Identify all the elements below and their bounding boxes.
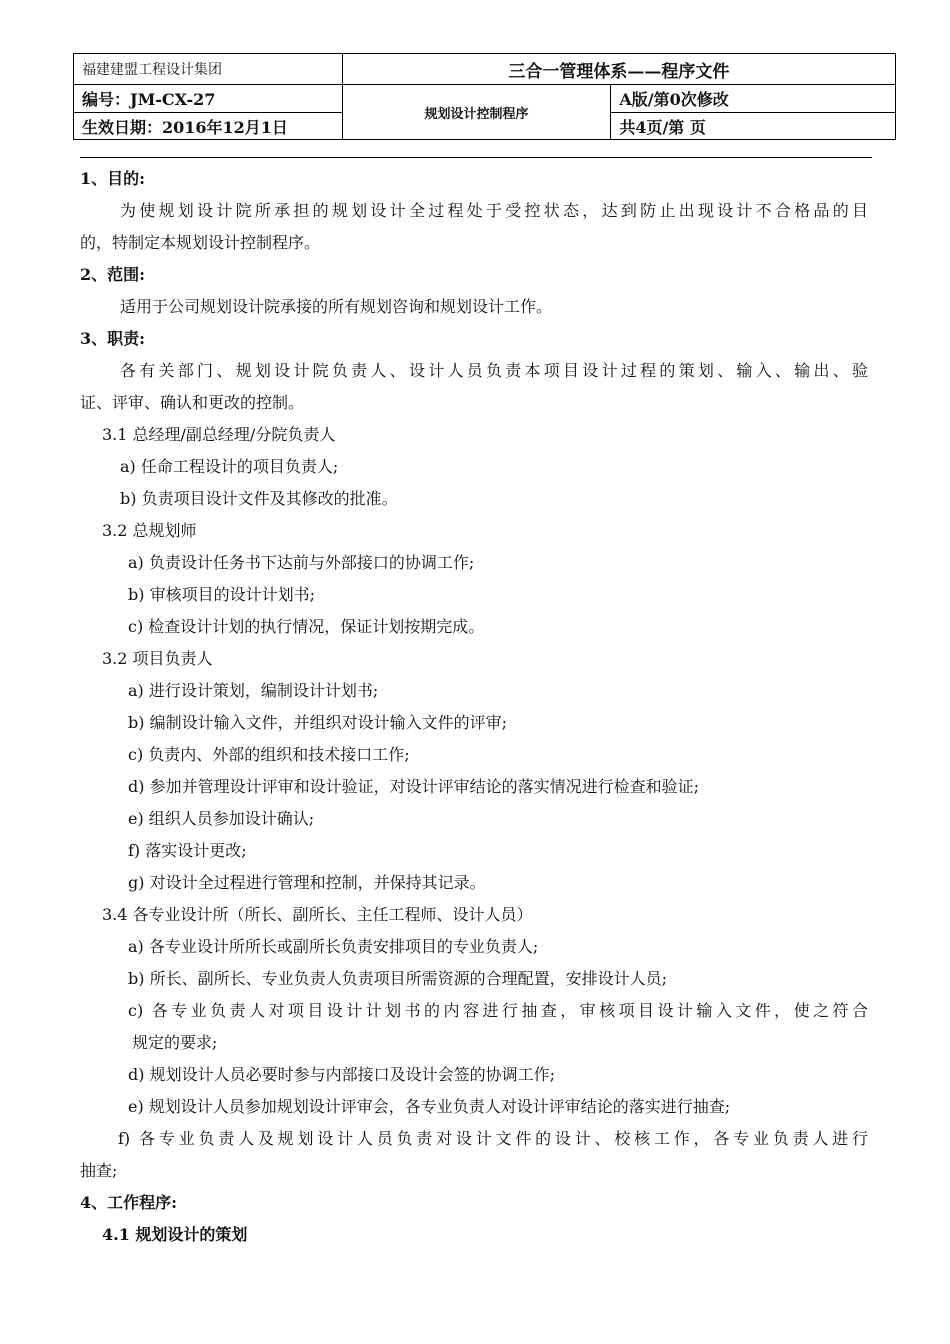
list-item: e) 组织人员参加设计确认; — [128, 809, 315, 828]
document-code: 编号：JM-CX-27 — [74, 85, 343, 113]
list-item: a) 各专业设计所所长或副所长负责安排项目的专业负责人; — [128, 937, 539, 956]
list-item: a) 负责设计任务书下达前与外部接口的协调工作; — [128, 553, 475, 572]
paragraph-line: 为使规划设计院所承担的规划设计全过程处于受控状态，达到防止出现设计不合格品的目 — [120, 201, 868, 220]
section-heading-duties: 3、职责: — [80, 329, 146, 348]
list-item-continuation: 抽查; — [80, 1161, 118, 1180]
section-heading-purpose: 1、目的: — [80, 169, 146, 188]
document-title: 规划设计控制程序 — [342, 85, 611, 140]
section-heading-scope: 2、范围: — [80, 265, 146, 284]
list-item: f) 各专业负责人及规划设计人员负责对设计文件的设计、校核工作，各专业负责人进行 — [118, 1129, 868, 1148]
list-item: b) 所长、副所长、专业负责人负责项目所需资源的合理配置，安排设计人员; — [128, 969, 667, 988]
page-count: 共4页/第 页 — [611, 113, 896, 140]
section-heading-procedure: 4、工作程序: — [80, 1193, 178, 1212]
subsection-heading: 4.1 规划设计的策划 — [102, 1225, 248, 1244]
paragraph-line: 的，特制定本规划设计控制程序。 — [80, 233, 321, 252]
list-item: a) 进行设计策划，编制设计计划书; — [128, 681, 379, 700]
list-item: c) 检查设计计划的执行情况，保证计划按期完成。 — [128, 617, 485, 636]
subsection-heading: 3.4 各专业设计所（所长、副所长、主任工程师、设计人员） — [102, 905, 533, 924]
organization-name: 福建建盟工程设计集团 — [74, 54, 343, 85]
list-item: a) 任命工程设计的项目负责人; — [120, 457, 339, 476]
list-item: c) 各专业负责人对项目设计计划书的内容进行抽查，审核项目设计输入文件，使之符合 — [128, 1001, 868, 1020]
subsection-heading: 3.1 总经理/副总经理/分院负责人 — [102, 425, 336, 444]
subsection-heading: 3.2 项目负责人 — [102, 649, 213, 668]
list-item: e) 规划设计人员参加规划设计评审会，各专业负责人对设计评审结论的落实进行抽查; — [128, 1097, 731, 1116]
list-item: b) 编制设计输入文件，并组织对设计输入文件的评审; — [128, 713, 507, 732]
document-header-table — [73, 53, 896, 140]
paragraph-line: 适用于公司规划设计院承接的所有规划咨询和规划设计工作。 — [120, 297, 553, 316]
list-item: b) 审核项目的设计计划书; — [128, 585, 315, 604]
subsection-heading: 3.2 总规划师 — [102, 521, 197, 540]
paragraph-line: 各有关部门、规划设计院负责人、设计人员负责本项目设计过程的策划、输入、输出、验 — [120, 361, 868, 380]
version-info: A版/第0次修改 — [611, 85, 896, 113]
list-item: c) 负责内、外部的组织和技术接口工作; — [128, 745, 410, 764]
effective-date: 生效日期：2016年12月1日 — [74, 113, 343, 140]
list-item: f) 落实设计更改; — [128, 841, 247, 860]
list-item: g) 对设计全过程进行管理和控制，并保持其记录。 — [128, 873, 486, 892]
list-item: d) 参加并管理设计评审和设计验证，对设计评审结论的落实情况进行检查和验证; — [128, 777, 699, 796]
list-item-continuation: 规定的要求; — [132, 1033, 218, 1052]
paragraph-line: 证、评审、确认和更改的控制。 — [80, 393, 305, 412]
header-divider — [80, 157, 872, 158]
list-item: d) 规划设计人员必要时参与内部接口及设计会签的协调工作; — [128, 1065, 555, 1084]
list-item: b) 负责项目设计文件及其修改的批准。 — [120, 489, 398, 508]
system-title: 三合一管理体系——程序文件 — [342, 54, 895, 85]
